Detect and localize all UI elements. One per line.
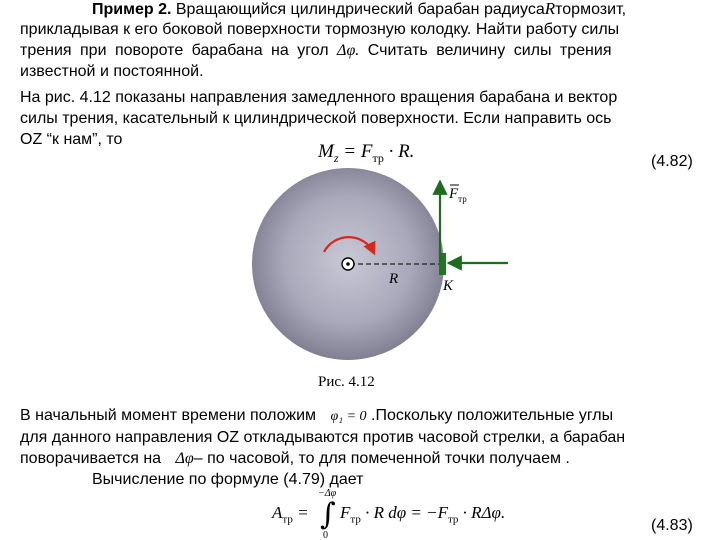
integral-lower-limit: 0: [323, 530, 328, 540]
para2-line-2: силы трения, касательный к цилиндрической поверхности. Если направить ось: [20, 110, 612, 127]
radius-label: R: [389, 271, 399, 287]
eq-482-lhs-sub: z: [333, 150, 339, 165]
para3-line-3: [20, 449, 570, 470]
phi-initial: φ₁ = 0: [330, 409, 367, 424]
para3-line-3-b: – по часовой, то для помеченной точки получаем .: [193, 450, 570, 467]
intro-line-3-a: трения при повороте барабана на угол: [20, 42, 329, 59]
para3-line-2: для данного направления OZ откладываются против часовой стрелки, а барабан: [20, 429, 626, 446]
point-label: K: [443, 278, 454, 294]
integral-sign: ∫: [320, 497, 336, 532]
eq-482-mid-sub: тр: [372, 150, 384, 165]
para3-line-1-b: .Поскольку положительные углы: [371, 407, 614, 424]
center-mark-dot: [346, 262, 350, 266]
eq-482-rhs: · R.: [383, 141, 415, 162]
equation-number-4-83: (4.83): [651, 517, 693, 534]
equation-4-83: $A_{тр}$ =: [272, 503, 309, 526]
eq-482-lhs: M: [318, 141, 334, 162]
para3-line-1: [20, 406, 613, 428]
eq-482-mid: = F: [338, 141, 373, 162]
equation-number-4-82: (4.82): [651, 153, 693, 170]
intro-line-2: прикладывая к его боковой поверхности тормозную колодку. Найти работу силы: [20, 21, 620, 38]
para3-line-3-a: поворачивается на: [20, 450, 162, 467]
para3-line-4: Вычисление по формуле (4.79) дает: [92, 471, 364, 488]
delta-phi: Δφ: [175, 450, 194, 467]
figure-caption: Рис. 4.12: [318, 374, 375, 390]
radius-symbol: R: [544, 0, 556, 18]
equation-4-83-rhs: $F_{тр} \cdot R$ $d\varphi = -F_{тр} \cdot R\Delta\varphi$.: [340, 503, 506, 526]
angle-symbol: Δφ.: [337, 42, 360, 59]
para2-line-1: На рис. 4.12 показаны направления замедленного вращения барабана и вектор: [20, 89, 618, 106]
para2-line-3: OZ “к нам”, то: [20, 131, 123, 148]
intro-line-4: известной и постоянной.: [20, 63, 204, 80]
intro-line-1-tail: тормозит,: [555, 1, 627, 18]
integral-upper-limit: −Δφ: [318, 488, 337, 499]
intro-line-1-text: Вращающийся цилиндрический барабан радиуса: [171, 1, 545, 18]
force-label: $F_{тр}$: [449, 186, 467, 204]
intro-line-3-b: Считать величину силы трения: [359, 42, 612, 59]
para3-line-1-a: В начальный момент времени положим: [20, 407, 317, 424]
example-label: Пример 2.: [92, 1, 172, 18]
